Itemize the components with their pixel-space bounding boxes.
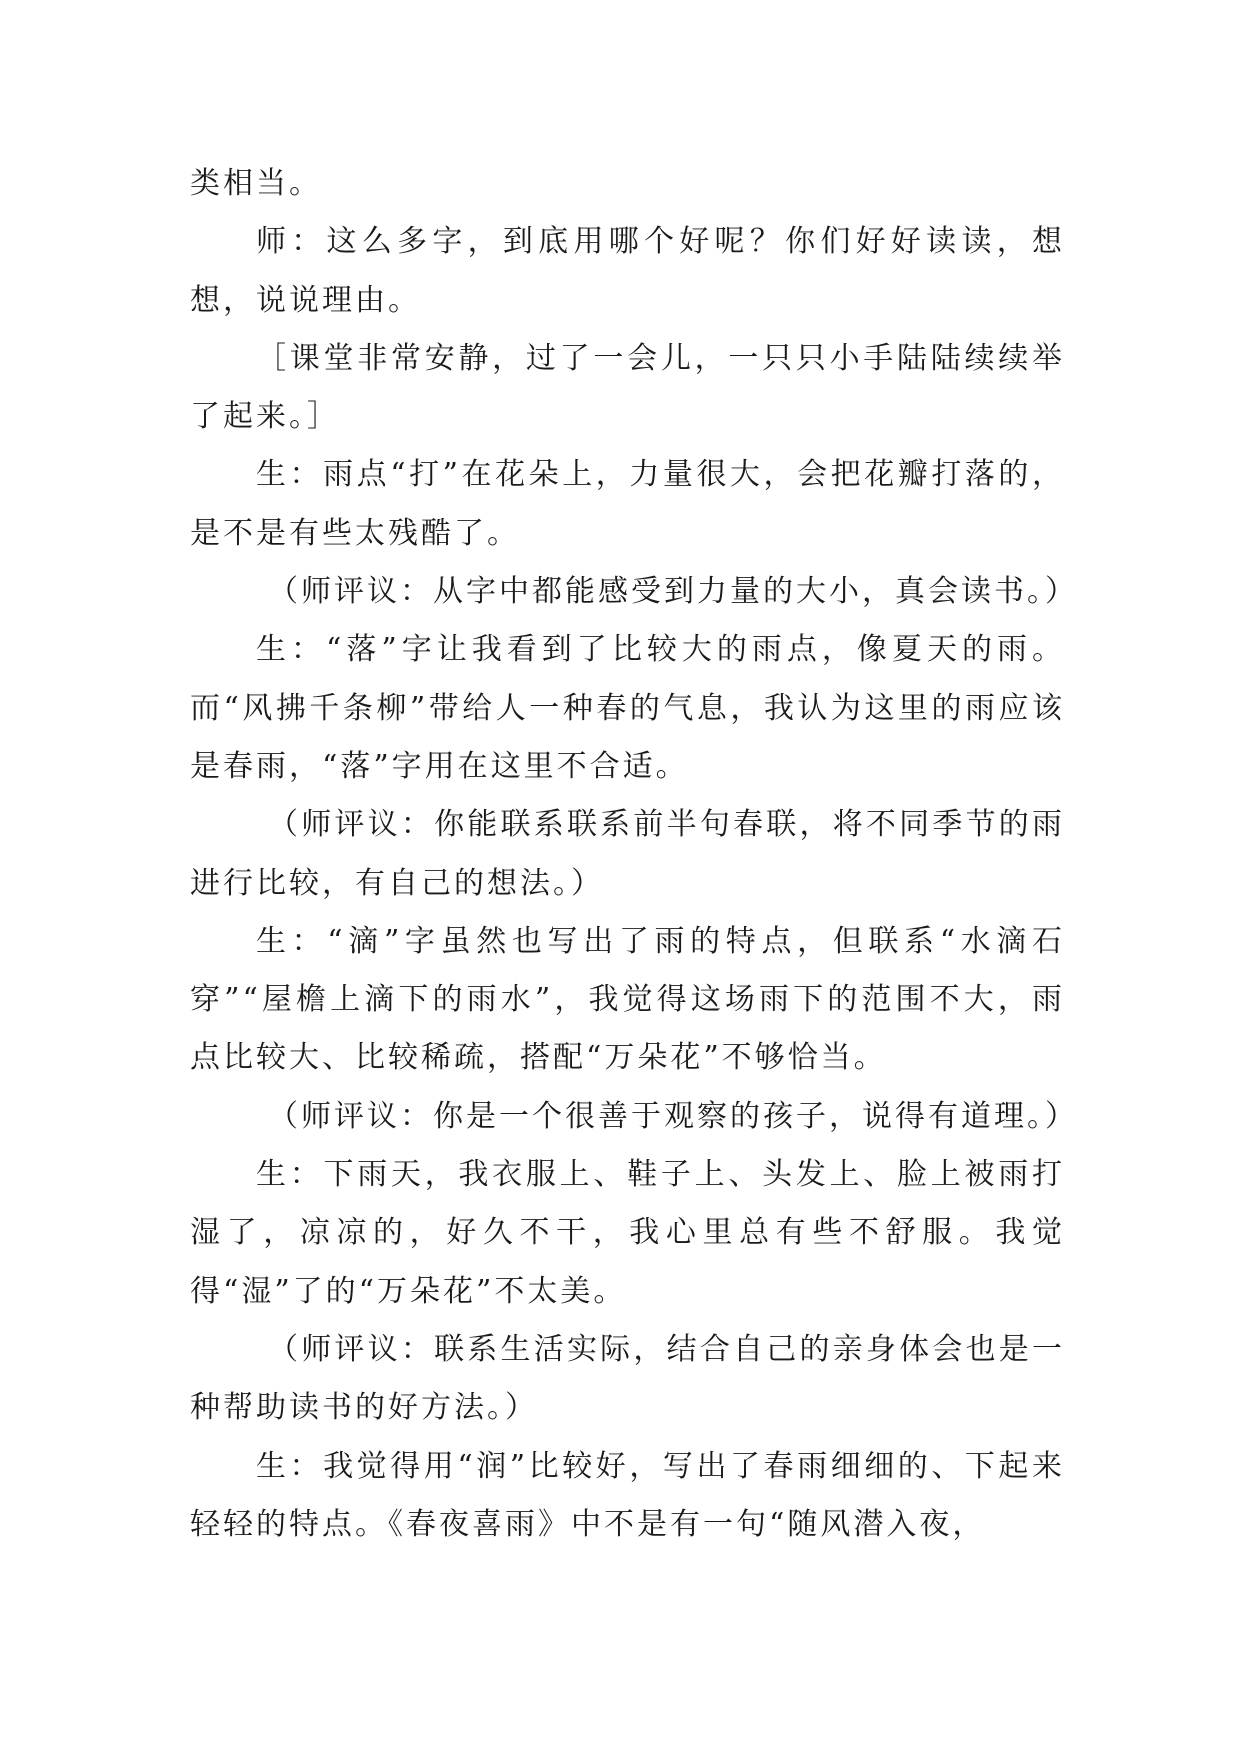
paragraph-teacher-comment: （师评议：联系生活实际，结合自己的亲身体会也是一种帮助读书的好方法。） — [190, 1331, 1065, 1426]
paragraph-teacher-comment: （师评议：你是一个很善于观察的孩子，说得有道理。） — [268, 1098, 1078, 1134]
paragraph-stage-direction: ［课堂非常安静，过了一会儿，一只只小手陆陆续续举了起来。］ — [190, 340, 1065, 435]
paragraph-student-answer: 生：雨点“打”在花朵上，力量很大，会把花瓣打落的，是不是有些太残酷了。 — [190, 457, 1065, 551]
paragraph-student-answer: 生：下雨天，我衣服上、鞋子上、头发上、脸上被雨打湿了，凉凉的，好久不干，我心里总有些不舒服。我觉得“湿”了的“万朵花”不太美。 — [190, 1157, 1065, 1309]
paragraph-student-answer: 生：我觉得用“润”比较好，写出了春雨细细的、下起来轻轻的特点。《春夜喜雨》中不是有一句“随风潜入夜， — [190, 1448, 1065, 1542]
paragraph-teacher-comment: （师评议：从字中都能感受到力量的大小，真会读书。） — [268, 574, 1078, 610]
paragraph-continuation: 类相当。 — [190, 166, 322, 201]
paragraph-teacher-question: 师：这么多字，到底用哪个好呢？你们好好读读，想想，说说理由。 — [190, 224, 1065, 318]
paragraph-student-answer: 生：“落”字让我看到了比较大的雨点，像夏天的雨。而“风拂千条柳”带给人一种春的气息，我认为这里的雨应该是春雨，“落”字用在这里不合适。 — [190, 632, 1065, 784]
paragraph-teacher-comment: （师评议：你能联系联系前半句春联，将不同季节的雨进行比较，有自己的想法。） — [190, 807, 1065, 901]
body-text — [190, 155, 1078, 1554]
paragraph-student-answer: 生：“滴”字虽然也写出了雨的特点，但联系“水滴石穿”“屋檐上滴下的雨水”，我觉得这场雨下的范围不大，雨点比较大、比较稀疏，搭配“万朵花”不够恰当。 — [190, 923, 1065, 1076]
